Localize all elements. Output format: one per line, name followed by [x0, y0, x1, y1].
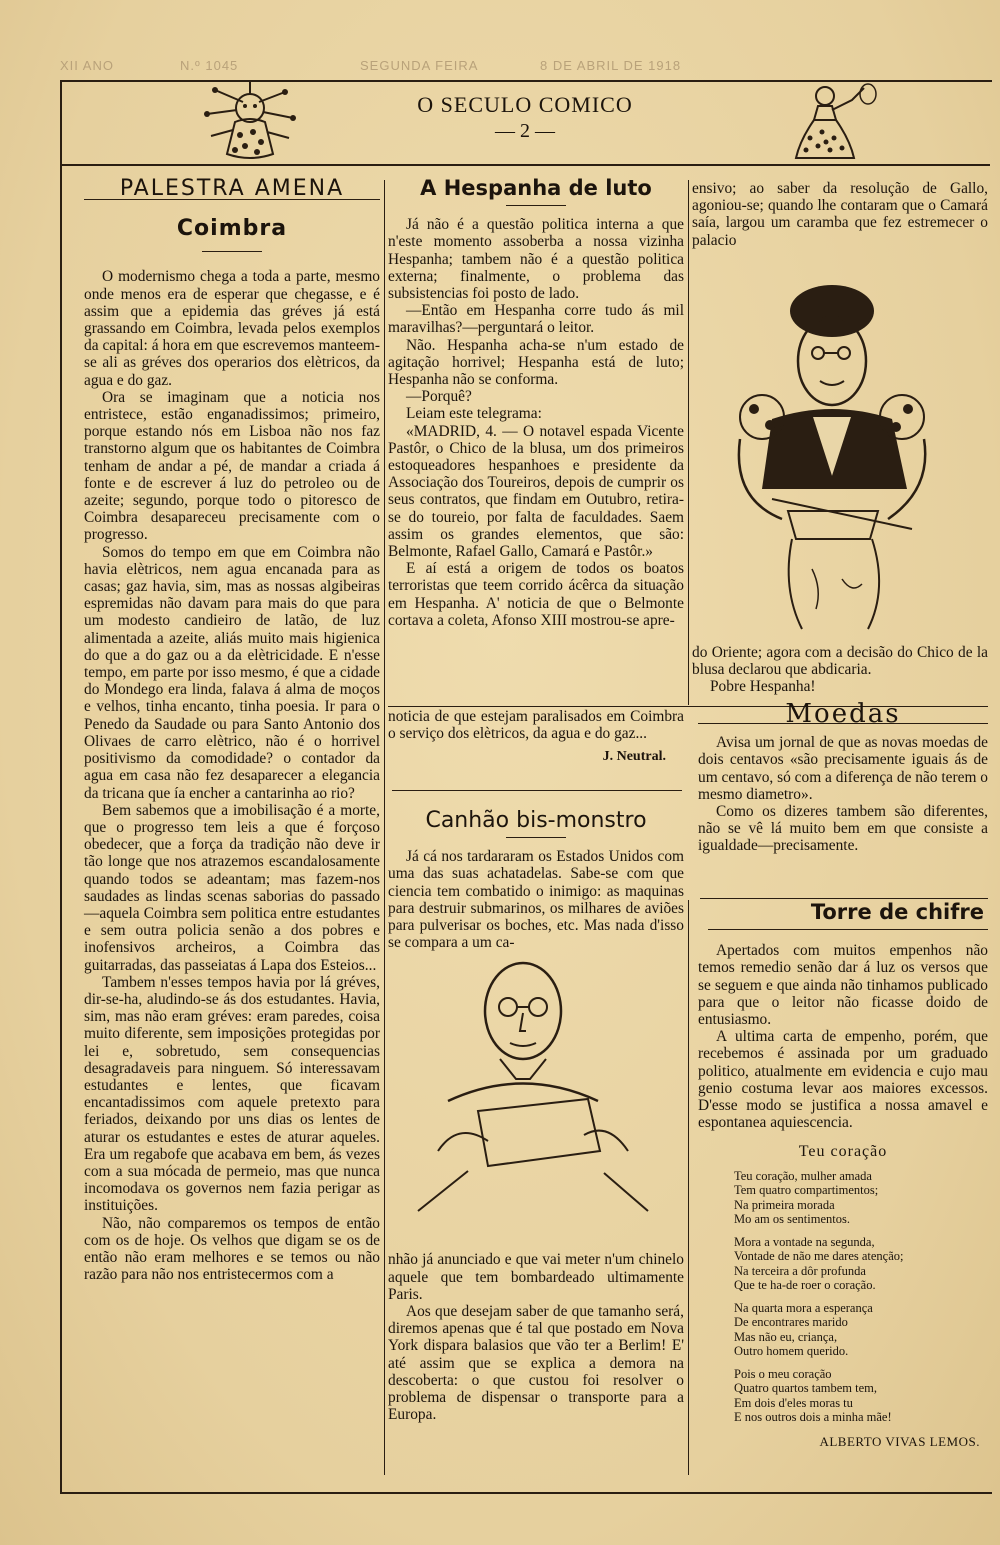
article-title: Moedas: [698, 706, 988, 724]
title-rule: [202, 251, 262, 252]
stanza: [734, 1301, 988, 1359]
title-rule: [506, 837, 566, 838]
verse: De encontrares marido: [734, 1315, 848, 1330]
verse: Mo am os sentimentos.: [734, 1212, 850, 1227]
paragraph: noticia de que estejam paralisados em Coimbra o serviço dos elètricos, da agua e do gaz...: [388, 708, 684, 743]
paragraph: «MADRID, 4. — O notavel espada Vicente Pastôr, o Chico de la blusa, um dos primeiros estoqueadores hespanhoes e presidente da Associação dos Toureiros, depois de cumprir os seus contratos, que findam em Outubro, retira-se do toureio, por falta de faculdades. Saem assim os grandes elementos, que são: Belmonte, Rafael Gallo, Camará e Pastôr.»: [388, 422, 684, 561]
paragraph: Já não é a questão politica interna a que n'este momento assoberba a nossa vizinha Hespanha; tambem não é a questão politica externa; finalmente, o problema das subsistencias foi posto de lado.: [388, 216, 684, 303]
paragraph: Aos que desejam saber de que tamanho será, diremos apenas que é tal que postado em Nova York dispara balasios que vão ter a Berlim! E' até assim que se explica a demora na descoberta: o que custou foi resolver o problema de dispensar o transporte para a Europa.: [388, 1303, 684, 1424]
moedas-article: [698, 699, 988, 855]
paragraph: Bem sabemos que a imobilisação é a morte, que o progresso tem leis a que é forçoso obedecer, que a força da tradição não deve ir tão longe que nos atrazemos escandalosamente quando todos se adeantam; mas fazem-nos saudades as lindas scenas saborias do passado—aquela Coimbra sem politica entre estudantes e sem outra policia senão a dos pobres e inofensivos archeiros, a Coimbra das guitarradas, das passeiatas á Lapa dos Esteios...: [84, 801, 380, 974]
section-heading: PALESTRA AMENA: [84, 180, 380, 200]
verse: Na primeira morada: [734, 1197, 835, 1212]
verse: Em dois d'eles moras tu: [734, 1395, 853, 1410]
paragraph: —Porquê?: [406, 388, 472, 406]
page-number: — 2 —: [495, 120, 555, 142]
paragraph: Ora se imaginam que a noticia nos entristece, estão enganadissimos; primeiro, porque estando nós em Lisboa não nos faz transtorno algum que os habitantes de Coimbra tenham de andar a pé, de mandar a criada á fonte e de escrever á luz do petroleo ou de azeite; segundo, porque todo o pitoresco de Coimbra desapareceu precisamente com o progresso.: [84, 388, 380, 544]
paragraph: Já cá nos tardararam os Estados Unidos com uma das suas achatadelas. Sabe-se com que ciencia tem combatido o inimigo: as maquinas para destruir submarinos, os milhares de aviões para pulverisar os boches, etc. Mas nada d'isso se compara a um ca-: [388, 848, 684, 952]
signature: J. Neutral.: [602, 749, 666, 765]
verse: Outro homem querido.: [734, 1344, 849, 1359]
pin-doll-icon: [195, 80, 305, 164]
paragraph: E aí está a origem de todos os boatos terroristas que teem corrido ácêrca da situação em Hespanha. A' noticia de que o Belmonte cortava a coleta, Afonso XIII mostrou-se apre-: [388, 560, 684, 629]
article-title: Canhão bis-monstro: [425, 808, 647, 833]
paragraph: Não. Hespanha acha-se n'um estado de agitação horrivel; Hespanha está de luto; Hespanha não se conforma.: [388, 336, 684, 389]
palestra-column: [84, 176, 380, 1284]
paragraph: ensivo; ao saber da resolução de Gallo, agoniou-se; quando lhe contaram que o Camará saía, largou um caramba que fez estremecer o palacio: [692, 180, 988, 249]
canhao-article: [388, 808, 684, 1424]
paragraph: Tambem n'esses tempos havia por lá gréves, dir-se-ha, aludindo-se ás dos estudantes. Havia, sim, mas não eram gréves: eram paredes, coisa muito diferente, sem imposições protegidas por lei e, sobretudo, sem consequencias desagradaveis para ninguem. Só interessavam estudantes e lentes, que ficavam encantadissimos com aquele pretexto para feriados, deixando por uns dias os lentes de aturar os estudantes e estes de aturar aqueles. Era um regabofe que acabava em bem, ás vezes com a sua mócada de permeio, mas que nunca incomodava os governos nem fazia perigar as instituições.: [84, 973, 380, 1215]
masthead: [60, 80, 990, 166]
verse: Vontade de não me dares atenção;: [734, 1249, 904, 1264]
title-rule: [506, 205, 566, 206]
verse: E nos outros dois a minha mãe!: [734, 1410, 892, 1425]
article-title: Torre de chifre: [810, 900, 984, 924]
hespanha-continued: [692, 180, 988, 695]
hespanha-article: [388, 176, 684, 629]
verse: Teu coração, mulher amada: [734, 1168, 872, 1183]
verse: Mas não eu, criança,: [734, 1329, 838, 1344]
running-head-year: XII ANO: [60, 58, 114, 73]
title-rule: [708, 929, 988, 930]
poem-title: Teu coração: [798, 1143, 888, 1161]
paragraph: Apertados com muitos empenhos não temos remedio senão dar á luz os versos que se seguem e que ainda não tinhamos publicado para que o leitor não ficasse doido de entusiasmo.: [698, 942, 988, 1029]
masthead-title: O SECULO COMICO: [417, 92, 633, 117]
bullfighter-illustration: [692, 249, 988, 644]
verse: Pois o meu coração: [734, 1366, 832, 1381]
paragraph: —Então em Hespanha corre tudo ás mil maravilhas?—perguntará o leitor.: [388, 302, 684, 337]
running-head-date: 8 DE ABRIL DE 1918: [540, 58, 682, 73]
paragraph: Como os dizeres tambem são diferentes, não se vê lá muito bem em que consiste a igualdade—precisamente.: [698, 803, 988, 855]
coimbra-end: [388, 708, 684, 766]
verse: Quatro quartos tambem tem,: [734, 1381, 878, 1396]
running-head-issue: N.º 1045: [180, 58, 239, 73]
paragraph: Avisa um jornal de que as novas moedas de dois centavos «são precisamente iguais ás de um centavo, só com a diferença de não terem o mesmo diametro».: [698, 734, 988, 803]
woman-figure-icon: [780, 80, 890, 164]
column-divider: [384, 180, 385, 1475]
paragraph: O modernismo chega a toda a parte, mesmo onde menos era de esperar que chegasse, e é assim que a epidemia das gréves já está grassando em Coimbra, levada pelos exemplos da capital: á hora em que escrevemos manteem-se ali as gréves dos operarios dos elètricos, da agua e do gaz.: [84, 268, 380, 389]
stanza: [734, 1235, 988, 1293]
poem: [734, 1169, 988, 1425]
paragraph: Não, não comparemos os tempos de então com os de hoje. Os velhos que digam se os de então não eram melhores e se temos ou não razão para não nos entristecermos com a: [84, 1214, 380, 1284]
wilson-caricature-illustration: [388, 951, 684, 1251]
article-title: Coimbra: [176, 216, 288, 242]
running-head: [60, 54, 970, 80]
stanza: [734, 1169, 988, 1227]
paragraph: Pobre Hespanha!: [710, 678, 816, 696]
verse: Mora a vontade na segunda,: [734, 1234, 875, 1249]
paragraph: Leiam este telegrama:: [406, 405, 542, 423]
verse: Tem quatro compartimentos;: [734, 1183, 879, 1198]
section-rule: [700, 898, 988, 899]
stanza: [734, 1367, 988, 1425]
poem-author: ALBERTO VIVAS LEMOS.: [819, 1433, 980, 1449]
section-rule: [392, 790, 682, 791]
paragraph: A ultima carta de empenho, porém, que recebemos é assinada por um graduado politico, atualmente em evidencia e cujo mau genio costuma levar aos maiores excessos. D'esse modo se justifica a nossa amavel e espontanea aquiescencia.: [698, 1028, 988, 1132]
paragraph: do Oriente; agora com a decisão do Chico de la blusa declarou que abdicaria.: [692, 643, 988, 679]
article-title: A Hespanha de luto: [420, 176, 652, 200]
running-head-weekday: SEGUNDA FEIRA: [360, 58, 479, 73]
verse: Na terceira a dôr profunda: [734, 1263, 866, 1278]
column-divider: [688, 180, 689, 705]
verse: Que te ha-de roer o coração.: [734, 1278, 876, 1293]
column-divider: [688, 900, 689, 1475]
paragraph: nhão já anunciado e que vai meter n'um chinelo aquele que tem bombardeado ultimamente Paris.: [388, 1251, 684, 1303]
verse: Na quarta mora a esperança: [734, 1300, 873, 1315]
paragraph: Somos do tempo em que em Coimbra não havia elètricos, nem agua encanada para as casas; gaz havia, sim, mas as nossas algibeiras espremidas não davam para mais do que para um modesto candieiro de latão, de luz alimentada a azeite, aliás muito mais higienica do que a do gaz ou a da elètricidade. E n'esse tempo, em parte por isso mesmo, é que a cidade do Mondego era linda, falava á alma de moços e velhos, tinha encanto, tinha poesia. Ir para o Penedo da Saudade ou para Santo Antonio dos Olivaes de carro elètrico, não é o horrivel positivismo da comodidade? o contador da agua em casa não fez desaparecer a elegancia da tricana que ía encher a cantarinha ao rio?: [84, 543, 380, 802]
torre-article: [698, 900, 988, 1450]
